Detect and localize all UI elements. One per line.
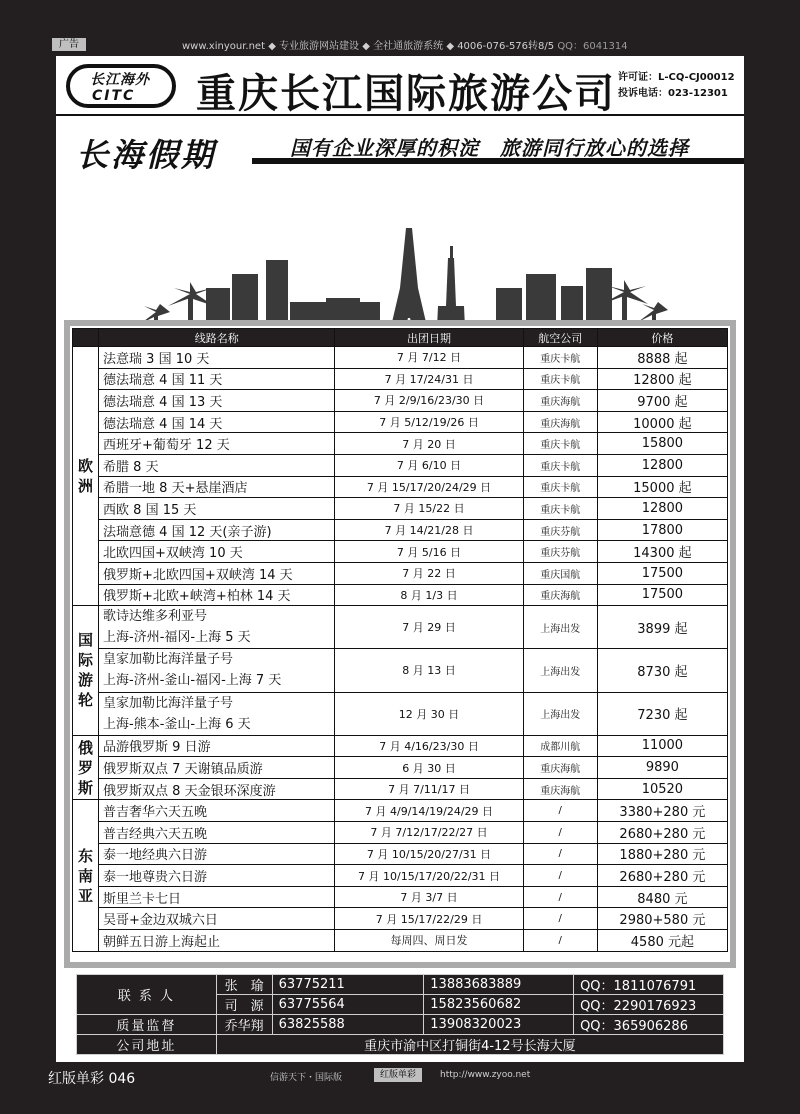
route-itinerary-line: 上海-济州-釜山-福冈-上海 7 天 bbox=[103, 673, 282, 689]
airline: 重庆芬航 bbox=[523, 541, 597, 563]
route-name: 俄罗斯双点 7 天谢镇品质游 bbox=[99, 757, 335, 779]
price: 12800 bbox=[597, 498, 727, 520]
route-name: 斯里兰卡七日 bbox=[99, 886, 335, 908]
contact-tel[interactable]: 63775564 bbox=[272, 995, 424, 1015]
bullet-icon: ◆ bbox=[362, 41, 374, 52]
departure-date: 8 月 13 日 bbox=[335, 649, 523, 692]
price: 12800 bbox=[597, 454, 727, 476]
logo-text-bottom: CITC bbox=[92, 88, 136, 104]
route-name bbox=[99, 692, 335, 735]
departure-date: 7 月 5/12/19/26 日 bbox=[335, 411, 523, 433]
header-route-name: 线路名称 bbox=[99, 329, 335, 347]
departure-date: 7 月 7/12 日 bbox=[335, 347, 523, 369]
ad-sheet bbox=[56, 56, 744, 1062]
price: 12800 起 bbox=[597, 368, 727, 390]
departure-date: 7 月 17/24/31 日 bbox=[335, 368, 523, 390]
address-row bbox=[77, 1035, 724, 1055]
contact-row bbox=[77, 1015, 724, 1035]
table-row[interactable] bbox=[73, 541, 728, 563]
airline: 重庆海航 bbox=[523, 390, 597, 412]
slogan: 国有企业深厚的积淀 旅游同行放心的选择 bbox=[290, 136, 689, 160]
header-price: 价格 bbox=[597, 329, 727, 347]
table-row[interactable] bbox=[73, 476, 728, 498]
price: 9890 bbox=[597, 757, 727, 779]
table-row[interactable] bbox=[73, 368, 728, 390]
region-label: 东南亚 bbox=[73, 800, 99, 951]
departure-date: 7 月 7/11/17 日 bbox=[335, 778, 523, 800]
airline: 重庆卡航 bbox=[523, 347, 597, 369]
price: 8480 元 bbox=[597, 886, 727, 908]
page-footer bbox=[0, 1062, 800, 1114]
airline: 重庆海航 bbox=[523, 778, 597, 800]
table-row[interactable] bbox=[73, 800, 728, 822]
airline: 上海出发 bbox=[523, 606, 597, 649]
departure-date: 8 月 1/3 日 bbox=[335, 584, 523, 606]
airline: 重庆卡航 bbox=[523, 476, 597, 498]
company-logo bbox=[66, 64, 176, 108]
table-header-row bbox=[73, 329, 728, 347]
table-row[interactable] bbox=[73, 454, 728, 476]
region-label: 国际游轮 bbox=[73, 606, 99, 736]
table-row[interactable] bbox=[73, 347, 728, 369]
table-row[interactable] bbox=[73, 519, 728, 541]
airline: / bbox=[523, 886, 597, 908]
airline: 重庆卡航 bbox=[523, 433, 597, 455]
price: 14300 起 bbox=[597, 541, 727, 563]
route-name: 西欧 8 国 15 天 bbox=[99, 498, 335, 520]
route-name: 北欧四国+双峡湾 10 天 bbox=[99, 541, 335, 563]
table-row[interactable] bbox=[73, 843, 728, 865]
contact-tel[interactable]: 63825588 bbox=[272, 1015, 424, 1035]
price: 2680+280 元 bbox=[597, 822, 727, 844]
route-name: 俄罗斯双点 8 天金银环深度游 bbox=[99, 778, 335, 800]
route-price-table bbox=[72, 328, 728, 952]
company-name: 重庆长江国际旅游公司 bbox=[196, 71, 616, 117]
table-row[interactable] bbox=[73, 411, 728, 433]
logo-text-top: 长江海外 bbox=[90, 72, 150, 88]
top-info-line bbox=[182, 37, 628, 52]
airline: / bbox=[523, 843, 597, 865]
table-row[interactable] bbox=[73, 908, 728, 930]
airline: 重庆卡航 bbox=[523, 454, 597, 476]
airline: 成都川航 bbox=[523, 735, 597, 757]
airline: / bbox=[523, 800, 597, 822]
route-name: 俄罗斯+北欧四国+双峡湾 14 天 bbox=[99, 562, 335, 584]
price: 8888 起 bbox=[597, 347, 727, 369]
airline: 上海出发 bbox=[523, 649, 597, 692]
table-row[interactable] bbox=[73, 649, 728, 692]
departure-date: 7 月 15/17/20/24/29 日 bbox=[335, 476, 523, 498]
complaint-phone: 投诉电话：023-12301 bbox=[618, 88, 728, 99]
airline: 上海出发 bbox=[523, 692, 597, 735]
price: 11000 bbox=[597, 735, 727, 757]
contact-label: 联 系 人 bbox=[77, 975, 217, 1015]
price: 17800 bbox=[597, 519, 727, 541]
table-row[interactable] bbox=[73, 822, 728, 844]
table-row[interactable] bbox=[73, 886, 728, 908]
table-row[interactable] bbox=[73, 930, 728, 952]
contact-qq[interactable]: QQ：2290176923 bbox=[574, 995, 724, 1015]
footer-url[interactable]: http://www.zyoo.net bbox=[440, 1070, 531, 1080]
contact-mobile[interactable]: 13908320023 bbox=[424, 1015, 574, 1035]
route-name: 希腊一地 8 天+悬崖酒店 bbox=[99, 476, 335, 498]
departure-date: 7 月 6/10 日 bbox=[335, 454, 523, 476]
contact-row bbox=[77, 975, 724, 995]
price: 15000 起 bbox=[597, 476, 727, 498]
price: 17500 bbox=[597, 562, 727, 584]
route-name: 德法瑞意 4 国 11 天 bbox=[99, 368, 335, 390]
route-name: 朝鲜五日游上海起止 bbox=[99, 930, 335, 952]
price: 8730 起 bbox=[597, 649, 727, 692]
table-row[interactable] bbox=[73, 865, 728, 887]
price: 9700 起 bbox=[597, 390, 727, 412]
route-name: 泰一地经典六日游 bbox=[99, 843, 335, 865]
table-row[interactable] bbox=[73, 390, 728, 412]
route-name bbox=[99, 649, 335, 692]
route-name: 法意瑞 3 国 10 天 bbox=[99, 347, 335, 369]
departure-date: 7 月 2/9/16/23/30 日 bbox=[335, 390, 523, 412]
departure-date: 7 月 7/12/17/22/27 日 bbox=[335, 822, 523, 844]
contact-qq[interactable]: QQ：1811076791 bbox=[574, 975, 724, 995]
price: 17500 bbox=[597, 584, 727, 606]
header-region bbox=[73, 329, 99, 347]
price: 10000 起 bbox=[597, 411, 727, 433]
top-phone: 4006-076-576转8/5 bbox=[457, 41, 555, 52]
brand-script-title: 长海假期 bbox=[76, 136, 217, 174]
bullet-icon: ◆ bbox=[268, 41, 280, 52]
departure-date: 6 月 30 日 bbox=[335, 757, 523, 779]
contact-mobile[interactable]: 15823560682 bbox=[424, 995, 574, 1015]
price: 2680+280 元 bbox=[597, 865, 727, 887]
price: 15800 bbox=[597, 433, 727, 455]
table-row[interactable] bbox=[73, 584, 728, 606]
route-name: 德法瑞意 4 国 13 天 bbox=[99, 390, 335, 412]
ad-badge: 广告 bbox=[52, 38, 86, 51]
table-row[interactable] bbox=[73, 606, 728, 649]
departure-date: 7 月 4/16/23/30 日 bbox=[335, 735, 523, 757]
bullet-icon: ◆ bbox=[446, 41, 458, 52]
header-departure-date: 出团日期 bbox=[335, 329, 523, 347]
departure-date: 7 月 14/21/28 日 bbox=[335, 519, 523, 541]
page-number: 红版单彩 046 bbox=[48, 1071, 136, 1087]
route-name: 德法瑞意 4 国 14 天 bbox=[99, 411, 335, 433]
footer-brand: 信游天下・国际版 bbox=[270, 1073, 343, 1083]
route-name-line: 皇家加勒比海洋量子号 bbox=[103, 695, 234, 711]
airline: 重庆卡航 bbox=[523, 368, 597, 390]
departure-date: 7 月 20 日 bbox=[335, 433, 523, 455]
route-itinerary-line: 上海-济州-福冈-上海 5 天 bbox=[103, 630, 251, 646]
route-name-line: 歌诗达维多利亚号 bbox=[103, 609, 208, 625]
price: 2980+580 元 bbox=[597, 908, 727, 930]
top-qq: QQ：6041314 bbox=[557, 41, 628, 52]
airline: 重庆芬航 bbox=[523, 519, 597, 541]
departure-date: 7 月 29 日 bbox=[335, 606, 523, 649]
airline: 重庆海航 bbox=[523, 757, 597, 779]
contact-panel bbox=[76, 974, 724, 1054]
table-row[interactable] bbox=[73, 562, 728, 584]
airline: / bbox=[523, 822, 597, 844]
region-label: 欧洲 bbox=[73, 347, 99, 606]
departure-date: 每周四、周日发 bbox=[335, 930, 523, 952]
contact-name: 乔华翔 bbox=[216, 1015, 272, 1035]
airline: / bbox=[523, 865, 597, 887]
table-row[interactable] bbox=[73, 778, 728, 800]
departure-date: 12 月 30 日 bbox=[335, 692, 523, 735]
table-row[interactable] bbox=[73, 735, 728, 757]
route-name: 泰一地尊贵六日游 bbox=[99, 865, 335, 887]
company-header bbox=[56, 56, 744, 116]
company-address: 重庆市渝中区打铜街4-12号长海大厦 bbox=[216, 1035, 723, 1055]
top-service-1: 专业旅游网站建设 bbox=[279, 41, 360, 52]
top-site[interactable]: www.xinyour.net bbox=[182, 41, 265, 52]
airline: 重庆海航 bbox=[523, 584, 597, 606]
route-name: 普吉经典六天五晚 bbox=[99, 822, 335, 844]
route-name: 普吉奢华六天五晚 bbox=[99, 800, 335, 822]
airline: 重庆卡航 bbox=[523, 498, 597, 520]
airline: 重庆海航 bbox=[523, 411, 597, 433]
route-table-frame bbox=[64, 320, 736, 968]
price: 4580 元起 bbox=[597, 930, 727, 952]
departure-date: 7 月 10/15/17/20/22/31 日 bbox=[335, 865, 523, 887]
contact-name: 司 源 bbox=[216, 995, 272, 1015]
contact-name: 张 瑜 bbox=[216, 975, 272, 995]
price: 1880+280 元 bbox=[597, 843, 727, 865]
departure-date: 7 月 4/9/14/19/24/29 日 bbox=[335, 800, 523, 822]
table-row[interactable] bbox=[73, 692, 728, 735]
license-block bbox=[618, 70, 735, 102]
departure-date: 7 月 15/17/22/29 日 bbox=[335, 908, 523, 930]
airline: / bbox=[523, 930, 597, 952]
route-itinerary-line: 上海-熊本-釜山-上海 6 天 bbox=[103, 716, 251, 732]
departure-date: 7 月 10/15/20/27/31 日 bbox=[335, 843, 523, 865]
contact-mobile[interactable]: 13883683889 bbox=[424, 975, 574, 995]
price: 7230 起 bbox=[597, 692, 727, 735]
table-row[interactable] bbox=[73, 498, 728, 520]
airline: / bbox=[523, 908, 597, 930]
departure-date: 7 月 22 日 bbox=[335, 562, 523, 584]
route-name: 法瑞意德 4 国 12 天(亲子游) bbox=[99, 519, 335, 541]
route-name bbox=[99, 606, 335, 649]
contact-tel[interactable]: 63775211 bbox=[272, 975, 424, 995]
table-row[interactable] bbox=[73, 757, 728, 779]
route-name: 希腊 8 天 bbox=[99, 454, 335, 476]
route-name: 吴哥+金边双城六日 bbox=[99, 908, 335, 930]
departure-date: 7 月 5/16 日 bbox=[335, 541, 523, 563]
route-rows bbox=[73, 347, 728, 952]
route-name: 西班牙+葡萄牙 12 天 bbox=[99, 433, 335, 455]
contact-qq[interactable]: QQ：365906286 bbox=[574, 1015, 724, 1035]
route-name: 俄罗斯+北欧+峡湾+柏林 14 天 bbox=[99, 584, 335, 606]
quality-label: 质量监督 bbox=[77, 1015, 217, 1035]
route-name: 品游俄罗斯 9 日游 bbox=[99, 735, 335, 757]
contact-table bbox=[76, 974, 724, 1055]
departure-date: 7 月 3/7 日 bbox=[335, 886, 523, 908]
route-name-line: 皇家加勒比海洋量子号 bbox=[103, 652, 234, 668]
table-row[interactable] bbox=[73, 433, 728, 455]
price: 3380+280 元 bbox=[597, 800, 727, 822]
top-strip bbox=[0, 0, 800, 56]
license-number: 许可证：L-CQ-CJ00012 bbox=[618, 72, 735, 83]
region-label: 俄罗斯 bbox=[73, 735, 99, 800]
address-label: 公司地址 bbox=[77, 1035, 217, 1055]
departure-date: 7 月 15/22 日 bbox=[335, 498, 523, 520]
top-service-2: 全社通旅游系统 bbox=[373, 41, 444, 52]
price: 3899 起 bbox=[597, 606, 727, 649]
header-airline: 航空公司 bbox=[523, 329, 597, 347]
price: 10520 bbox=[597, 778, 727, 800]
airline: 重庆国航 bbox=[523, 562, 597, 584]
footer-badge: 红版单彩 bbox=[374, 1068, 422, 1082]
